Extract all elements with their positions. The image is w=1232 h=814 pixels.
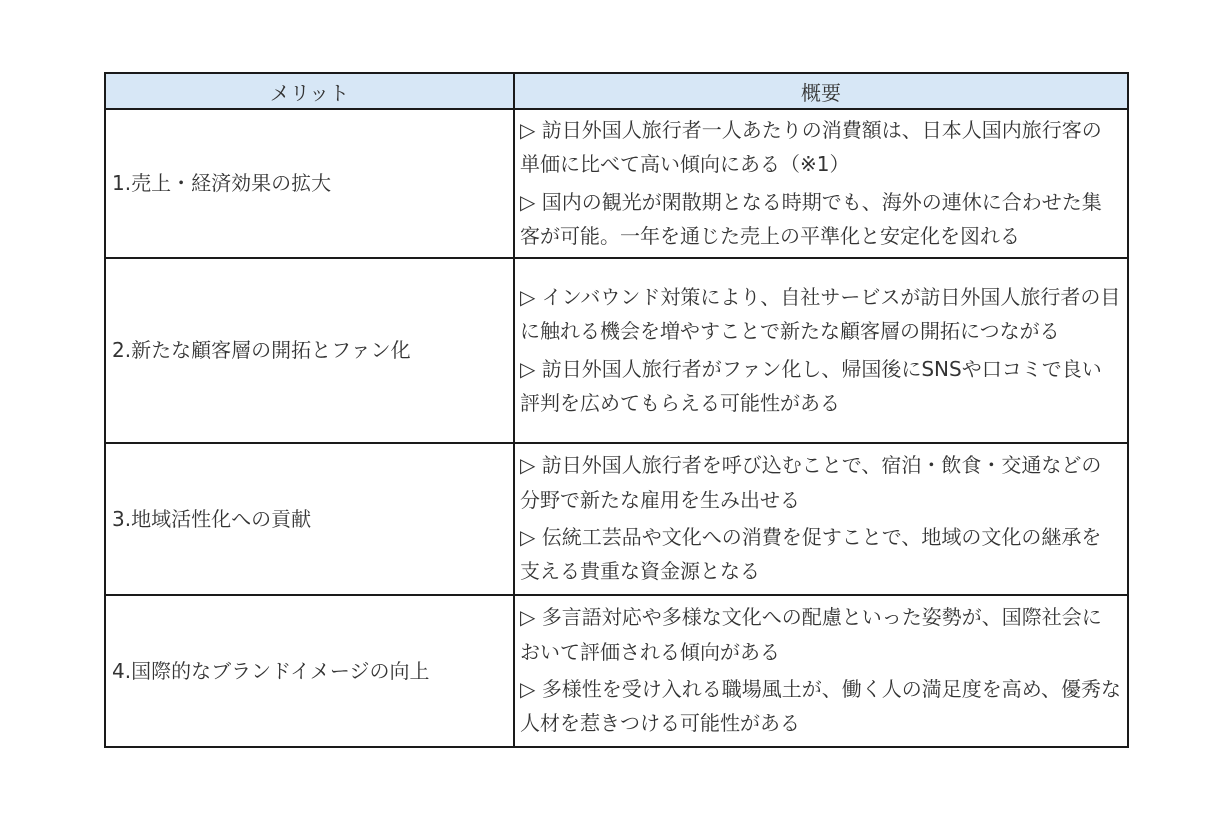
- table-row: [105, 109, 1128, 258]
- overview-point: ▷ 訪日外国人旅行者を呼び込むことで、宿泊・飲食・交通などの分野で新たな雇用を生み出せる: [520, 453, 1102, 512]
- overview-point: ▷ インバウンド対策により、自社サービスが訪日外国人旅行者の目に触れる機会を増やすことで新たな顧客層の開拓につながる: [520, 284, 1121, 344]
- overview-point: ▷ 訪日外国人旅行者がファン化し、帰国後にSNSや口コミで良い評判を広めてもらえる可能性がある: [520, 356, 1102, 415]
- merit-cell: 4.国際的なブランドイメージの向上: [105, 595, 514, 747]
- overview-point: ▷ 多様性を受け入れる職場風土が、働く人の満足度を高め、優秀な人材を惹きつける可能性がある: [520, 677, 1121, 736]
- overview-cell: [514, 595, 1128, 747]
- overview-cell: [514, 258, 1128, 443]
- table-row: [105, 258, 1128, 443]
- header-merit: メリット: [105, 73, 514, 109]
- merit-cell: 3.地域活性化への貢献: [105, 443, 514, 595]
- overview-point: ▷ 多言語対応や多様な文化への配慮といった姿勢が、国際社会において評価される傾向がある: [520, 605, 1102, 664]
- overview-point: ▷ 訪日外国人旅行者一人あたりの消費額は、日本人国内旅行客の単価に比べて高い傾向にある（※1）: [520, 118, 1102, 177]
- overview-cell: [514, 443, 1128, 595]
- overview-point: ▷ 伝統工芸品や文化への消費を促すことで、地域の文化の継承を支える貴重な資金源となる: [520, 525, 1102, 584]
- table-header-row: [105, 73, 1128, 109]
- overview-cell: [514, 109, 1128, 258]
- merit-table: [104, 72, 1129, 748]
- merit-cell: 2.新たな顧客層の開拓とファン化: [105, 258, 514, 443]
- header-overview: 概要: [514, 73, 1128, 109]
- table-row: [105, 443, 1128, 595]
- overview-point: ▷ 国内の観光が閑散期となる時期でも、海外の連休に合わせた集客が可能。一年を通じた売上の平準化と安定化を図れる: [520, 189, 1102, 249]
- table-row: [105, 595, 1128, 747]
- merit-table-container: [104, 72, 1127, 748]
- merit-cell: 1.売上・経済効果の拡大: [105, 109, 514, 258]
